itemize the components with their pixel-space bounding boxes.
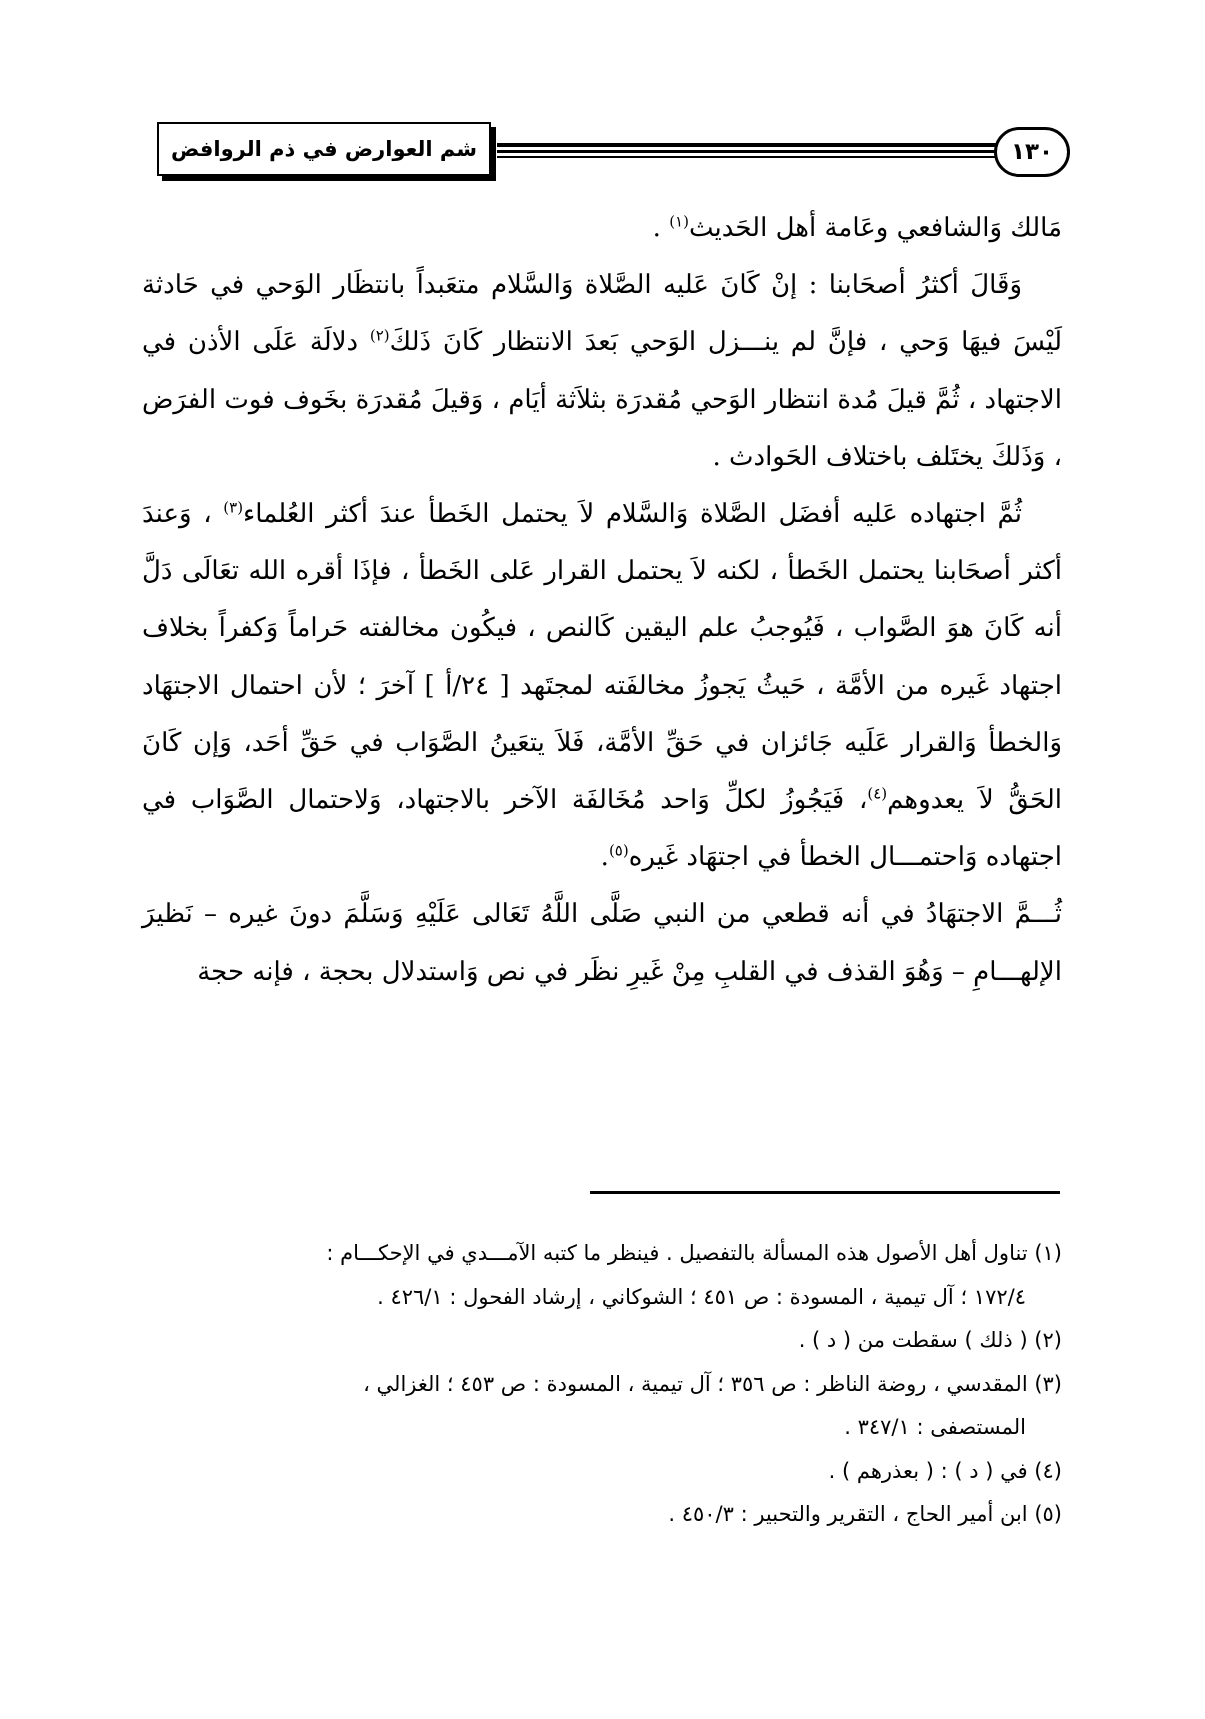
page-number: ١٣٠ (1010, 139, 1054, 165)
page-number-badge (994, 127, 1070, 177)
main-text (142, 200, 1062, 1001)
header-rule (497, 156, 997, 158)
footnotes (140, 1232, 1062, 1537)
running-title: شم العوارض في ذم الروافض (171, 137, 477, 161)
footnote-4: (٤) في ( د ) : ( بعذرهم ) . (828, 1458, 1062, 1483)
footnote-5: (٥) ابن أمير الحاج ، التقرير والتحبير : ٤٥٠/٣ . (668, 1502, 1062, 1526)
paragraph-3: ثُمَّ اجتهاده عَليه أفضَل الصَّلاة وَالسَّلام لاَ يحتمل الخَطأ عندَ أكثر العُلماء$^{(٣)}$ ، وَعندَ أكثر أصحَابنا يحتمل الخَطأ ، لكنه لاَ يحتمل القرار عَلى الخَطأ ، فإذَا أقره الله تعَالَى دَلَّ أنه كَانَ هوَ الصَّواب ، فَيُوجبُ علم اليقين كَالنص ، فيكُون مخالفته حَراماً وَكفراً بخلاف اجتهاد غَيره من الأمَّة ، حَيثُ يَجوزُ مخالفَته لمجتَهد [ ٢٤/أ ] آخرَ ؛ لأن احتمال الاجتهَاد وَالخطأ وَالقرار عَلَيه جَائزان في حَقِّ الأمَّة، فَلاَ يتعَينُ الصَّوَاب في حَقِّ أحَد، وَإن كَانَ الحَقُّ لاَ يعدوهم$^{(٤)}$، فَيَجُوزُ لكلِّ وَاحد مُخَالفَة الآخر بالاجتهاد، وَلاحتمال الصَّوَاب في اجتهاده وَاحتمـــال الخطأ في اجتهَاد غَيره$^{(٥)}$. (142, 498, 1063, 873)
footnote-ref[interactable]: (٢) (369, 326, 390, 345)
header-rule (497, 150, 997, 153)
paragraph-2: وَقَالَ أكثرُ أصحَابنا : إنْ كَانَ عَليه الصَّلاة وَالسَّلام متعَبداً بانتظَار الوَحي في حَادثة لَيْسَ فيهَا وَحي ، فإنَّ لم ينـــزل الوَحي بَعدَ الانتظار كَانَ ذَلكَ$^{(٢)}$ دلالَة عَلَى الأذن في الاجتهاد ، ثُمَّ قيلَ مُدة انتظار الوَحي مُقدرَة بثلاَثة أيَام ، وَقيلَ مُقدرَة بخَوف فوت الفرَض ، وَذَلكَ يختَلف باختلاف الحَوادث . (142, 270, 1062, 472)
footnote-separator (590, 1191, 1060, 1194)
footnote-2: (٢) ( ذلك ) سقطت من ( د ) . (798, 1328, 1062, 1352)
header-rule (497, 143, 997, 147)
footnote-ref[interactable]: (٤) (867, 784, 888, 803)
footnote-1: (١) تناول أهل الأصول هذه المسألة بالتفصيل . فينظر ما كتبه الآمـــدي في الإحكـــام : ١٧٢/٤ ؛ آل تيمية ، المسودة : ص ٤٥١ ؛ الشوكاني ، إرشاد الفحول : ٤٢٦/١ . (326, 1241, 1062, 1309)
running-title-box (157, 122, 491, 176)
paragraph-1: مَالك وَالشافعي وعَامة أهل الحَديث$^{(١)}$ . (652, 212, 1062, 243)
footnote-3: (٣) المقدسي ، روضة الناظر : ص ٣٥٦ ؛ آل تيمية ، المسودة : ص ٤٥٣ ؛ الغزالي ، المستصفى : ٣٤٧/١ . (363, 1371, 1062, 1439)
footnote-ref[interactable]: (٣) (223, 498, 244, 517)
paragraph-4: ثُـــمَّ الاجتهَادُ في أنه قطعي من النبي صَلَّى اللَّهُ تَعَالى عَلَيْهِ وَسَلَّمَ دونَ غيره – نَظيرَ الإلهـــامِ – وَهُوَ القذف في القلبِ مِنْ غَيرِ نظَر في نص وَاستدلال بحجة ، فإنه حجة (142, 899, 1062, 987)
footnote-ref[interactable]: (١) (669, 212, 689, 231)
footnote-ref[interactable]: (٥) (608, 841, 629, 860)
